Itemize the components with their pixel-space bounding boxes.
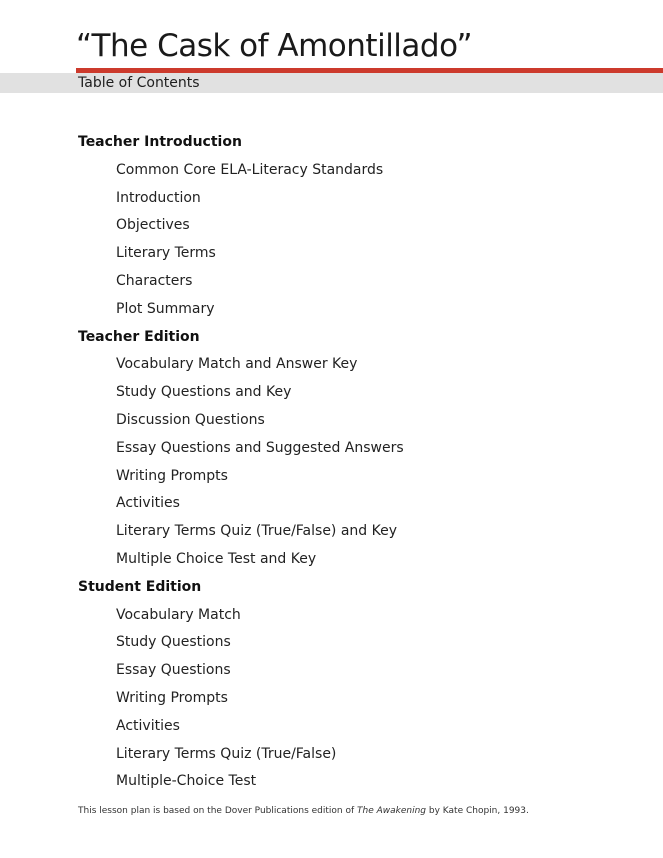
toc-item: Writing Prompts [116,689,228,706]
footnote-suffix: by Kate Chopin, 1993. [426,806,529,816]
toc-item: Multiple Choice Test and Key [116,550,317,567]
toc-item: Characters [116,272,193,289]
toc-section-heading: Student Edition [78,578,202,595]
toc-section-student-edition [0,574,663,796]
toc-item: Common Core ELA-Literacy Standards [116,161,384,178]
toc-item: Literary Terms [116,245,216,262]
toc-item: Vocabulary Match [116,606,241,623]
toc-item: Literary Terms Quiz (True/False) and Key [116,523,398,540]
toc-item: Objectives [116,217,190,234]
toc-item: Vocabulary Match and Answer Key [116,356,358,373]
toc-item: Essay Questions [116,662,231,679]
toc-item: Multiple-Choice Test [116,773,257,790]
toc-item: Literary Terms Quiz (True/False) [116,745,337,762]
source-footnote [78,805,529,817]
toc-item: Study Questions [116,634,231,651]
toc-item: Activities [116,495,180,512]
page-title: “The Cask of Amontillado” [76,28,473,64]
toc-item: Study Questions and Key [116,384,292,401]
toc-item: Discussion Questions [116,411,265,428]
table-of-contents [0,129,663,796]
toc-item: Plot Summary [116,300,215,317]
footnote-prefix: This lesson plan is based on the Dover Publications edition of [78,806,357,816]
footnote-book-title: The Awakening [357,806,427,816]
toc-section-teacher-introduction [0,129,663,324]
toc-section-heading: Teacher Introduction [78,134,242,150]
toc-item: Writing Prompts [116,467,228,484]
toc-section-heading: Teacher Edition [78,328,200,345]
toc-item: Essay Questions and Suggested Answers [116,439,404,456]
page-subtitle: Table of Contents [78,75,200,91]
toc-section-teacher-edition [0,324,663,574]
toc-item: Introduction [116,189,201,206]
toc-item: Activities [116,717,180,734]
